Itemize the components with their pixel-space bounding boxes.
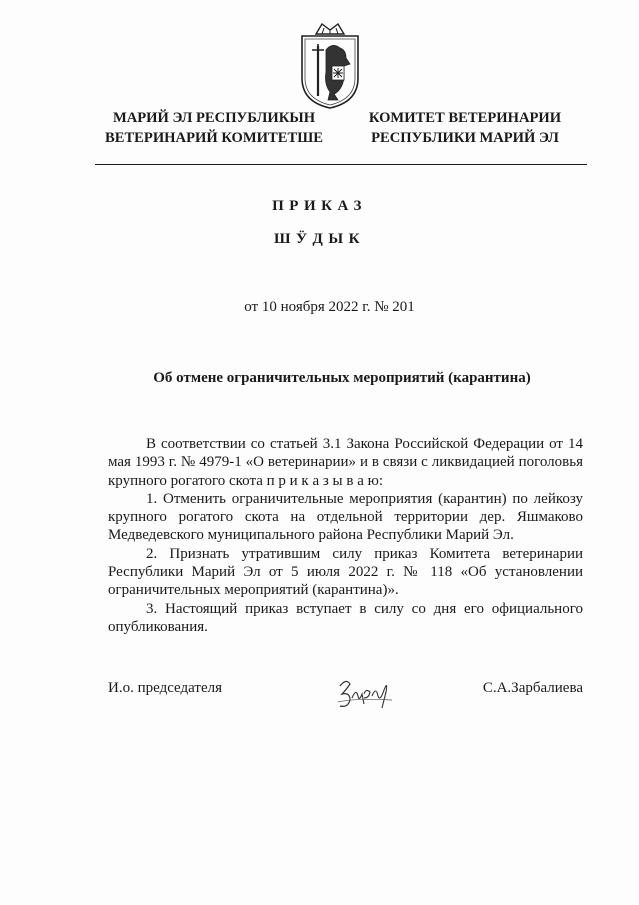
body-paragraph-item-1: 1. Отменить ограничительные мероприятия (карантин) по лейкозу крупного рогатого скота на отдельной территории дер. Яшмаково Медведевского муниципального района Республики Марий Эл. [108,490,583,544]
org-right-line1: КОМИТЕТ ВЕТЕРИНАРИИ [368,110,562,126]
org-name-mari [100,109,328,148]
document-subject: Об отмене ограничительных мероприятий (карантина) [153,370,531,386]
body-paragraph-item-3: 3. Настоящий приказ вступает в силу со дня его официального опубликования. [108,600,583,635]
document-date: от 10 ноября 2022 г. № 201 [244,299,415,315]
org-right-line2: РЕСПУБЛИКИ МАРИЙ ЭЛ [371,129,559,146]
org-name-russian [353,109,577,148]
coat-of-arms-icon [298,20,362,110]
document-body [108,435,583,636]
body-paragraph-item-2: 2. Признать утратившим силу приказ Комитета ветеринарии Республики Марий Эл от 5 июля 2022 г. № 118 «Об установлении ограничительных мероприятий (карантина)». [108,545,583,599]
header-divider [95,164,587,165]
org-left-line1: МАРИЙ ЭЛ РЕСПУБЛИКЫН [112,110,316,126]
signatory-position: И.о. председателя [108,680,223,696]
body-paragraph-preamble: В соответствии со статьей 3.1 Закона Российской Федерации от 14 мая 1993 г. № 4979-1 «О ветеринарии» и в связи с ликвидацией поголовья крупного рогатого скота п р и к а з ы в а ю: [108,436,583,489]
document-title: ПРИКАЗ [272,198,367,214]
document-title-mari: ШӰДЫК [274,231,365,247]
handwritten-signature [336,672,396,712]
signatory-name: С.А.Зарбалиева [482,680,583,696]
org-left-line2: ВЕТЕРИНАРИЙ КОМИТЕТШЕ [104,129,323,146]
